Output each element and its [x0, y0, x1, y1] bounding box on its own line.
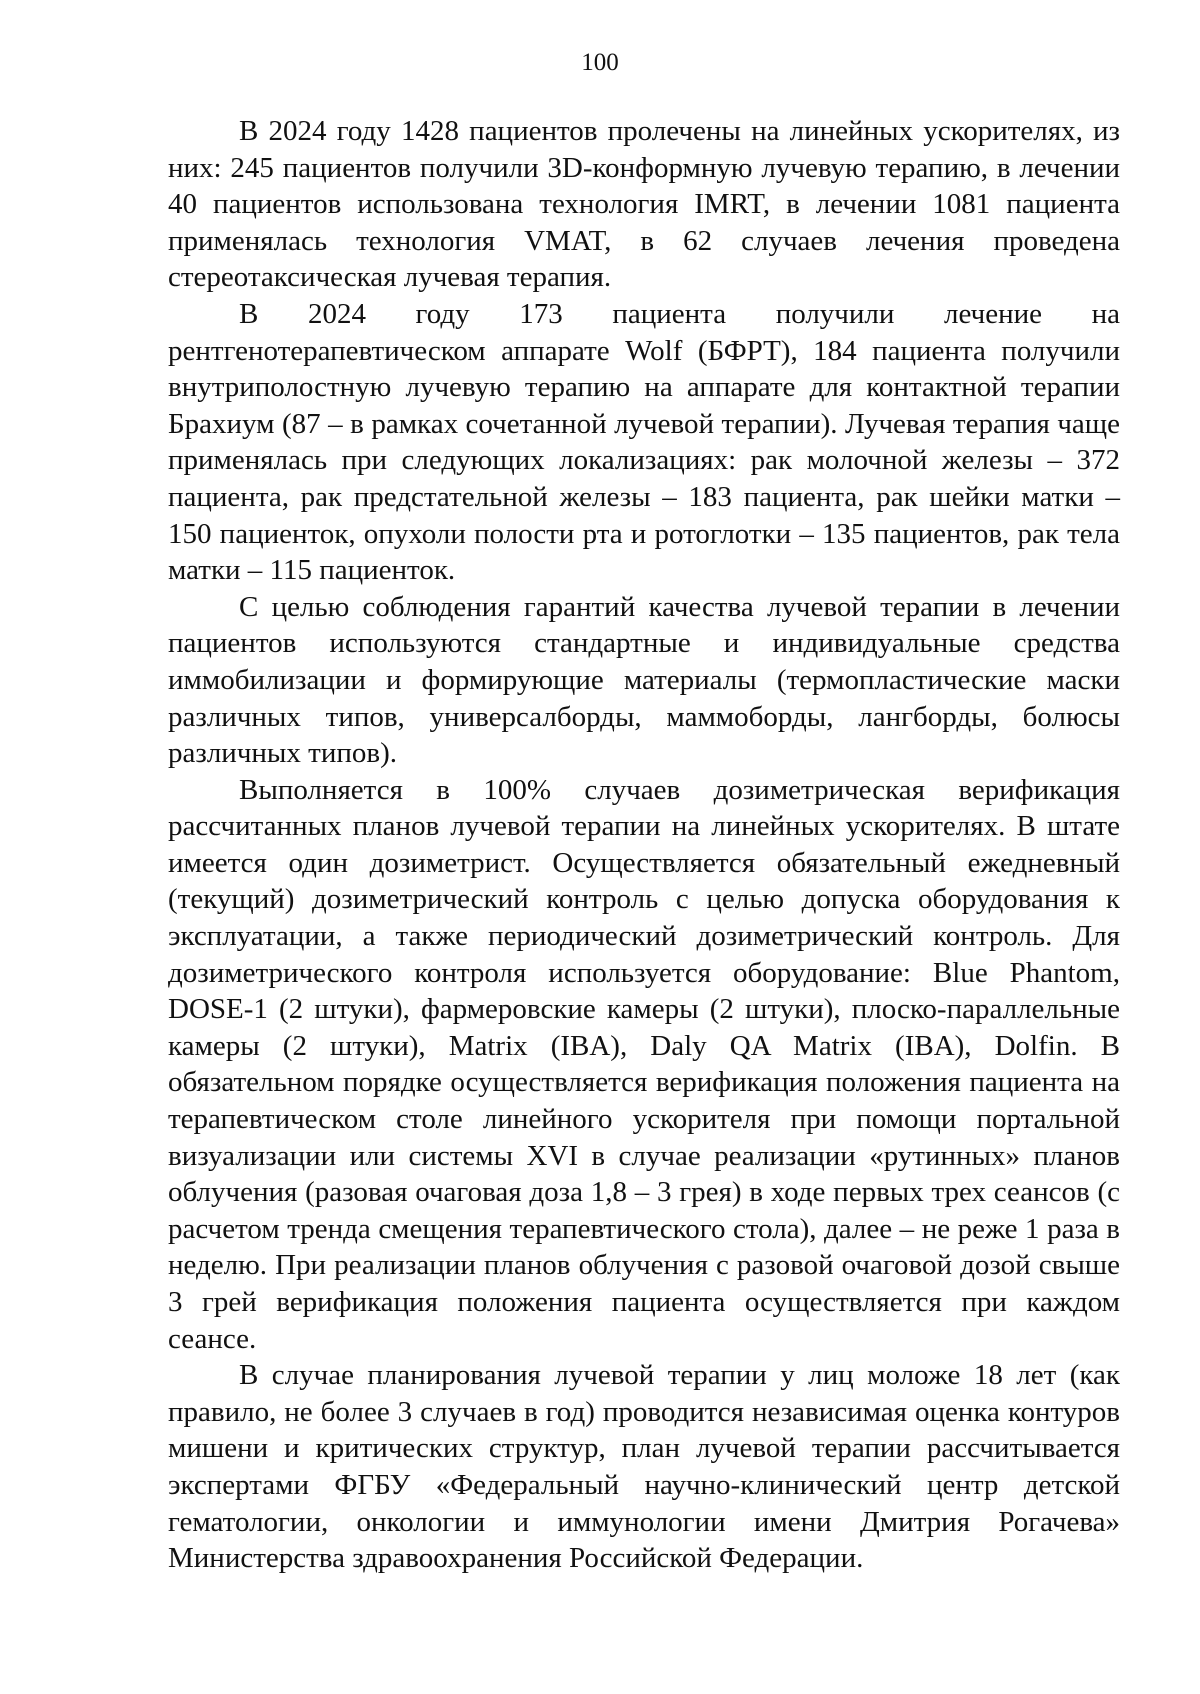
- paragraph-xray-brachy: В 2024 году 173 пациента получили лечение на рентгенотерапевтическом аппарате Wolf (БФРТ), 184 пациента получили внутриполостную лучевую терапию на аппарате для контактной терапии Брахиум (87 – в рамках сочетанной лучевой терапии). Лучевая терапия чаще применялась при следующих локализациях: рак молочной железы – 372 пациента, рак предстательной железы – 183 пациента, рак шейки матки – 150 пациенток, опухоли полости рта и ротоглотки – 135 пациентов, рак тела матки – 115 пациенток.: [168, 297, 1120, 587]
- paragraph-pediatric-planning: В случае планирования лучевой терапии у лиц моложе 18 лет (как правило, не более 3 случаев в год) проводится независимая оценка контуров мишени и критических структур, план лучевой терапии рассчитывается экспертами ФГБУ «Федеральный научно-клинический центр детской гематологии, онкологии и иммунологии имени Дмитрия Рогачева» Министерства здравоохранения Российской Федерации.: [168, 1359, 1120, 1575]
- paragraph-dosimetric-verification: Выполняется в 100% случаев дозиметрическая верификация рассчитанных планов лучевой терапии на линейных ускорителях. В штате имеется один дозиметрист. Осуществляется обязательный ежедневный (текущий) дозиметрический контроль с целью допуска оборудования к эксплуатации, а также периодический дозиметрический контроль. Для дозиметрического контроля используется оборудование: Blue Phantom, DOSE-1 (2 штуки), фармеровские камеры (2 штуки), плоско-параллельные камеры (2 штуки), Matrix (IBA), Daly QA Matrix (IBA), Dolfin. В обязательном порядке осуществляется верификация положения пациента на терапевтическом столе линейного ускорителя при помощи портальной визуализации или системы XVI в случае реализации «рутинных» планов облучения (разовая очаговая доза 1,8 – 3 грея) в ходе первых трех сеансов (с расчетом тренда смещения терапевтического стола), далее – не реже 1 раза в неделю. При реализации планов облучения с разовой очаговой дозой свыше 3 грей верификация положения пациента осуществляется при каждом сеансе.: [168, 773, 1120, 1355]
- page-number: 100: [581, 49, 619, 76]
- paragraph-quality-assurance: С целью соблюдения гарантий качества лучевой терапии в лечении пациентов используются стандартные и индивидуальные средства иммобилизации и формирующие материалы (термопластические маски различных типов, универсалборды, маммоборды, лангборды, болюсы различных типов).: [168, 590, 1120, 770]
- document-body: [168, 113, 1120, 1577]
- paragraph-linac-treatment: В 2024 году 1428 пациентов пролечены на линейных ускорителях, из них: 245 пациентов получили 3D-конформную лучевую терапию, в лечении 40 пациентов использована технология IMRT, в лечении 1081 пациента применялась технология VMAT, в 62 случаев лечения проведена стереотаксическая лучевая терапия.: [168, 115, 1120, 294]
